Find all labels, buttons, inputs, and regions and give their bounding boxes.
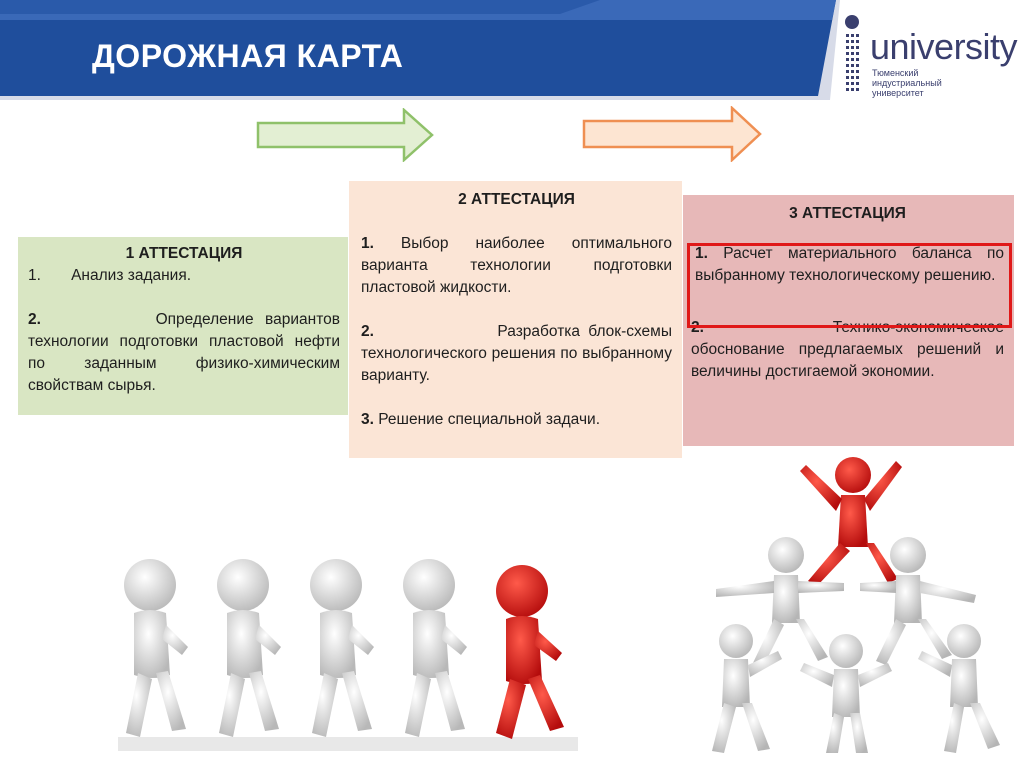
stage1-item1-text: Анализ задания. <box>71 267 192 284</box>
highlight-frame <box>687 243 1012 328</box>
orange-arrow-icon <box>582 106 764 162</box>
stage1-item2-number: 2. <box>28 311 41 328</box>
walker-figure-1 <box>124 559 188 737</box>
stage3-title: 3 АТТЕСТАЦИЯ <box>789 205 906 222</box>
stage3-item1-number: 1. <box>695 245 708 262</box>
stage2-item1 <box>361 233 672 299</box>
stage3-item1-text: Расчет материального баланса по выбранному технологическому решению. <box>695 245 1004 284</box>
logo-wordmark: university <box>870 26 1018 67</box>
stage2-item3 <box>361 409 672 431</box>
stage2-item3-number: 3. <box>361 411 374 428</box>
stage3-item2-text: Технико-экономическое обоснование предлагаемых решений и величины достигаемой экономии. <box>691 319 1004 380</box>
walking-people-illustration <box>112 555 582 755</box>
stage2-card <box>349 181 682 458</box>
green-arrow-icon <box>256 108 436 162</box>
stage2-item3-text: Решение специальной задачи. <box>378 411 601 428</box>
stage2-item2-number: 2. <box>361 323 374 340</box>
stage1-item2-text: Определение вариантов технологии подготовки пластовой нефти по заданным физико-химическим свойствам сырья. <box>28 311 340 394</box>
pyramid-bottom-figure-right <box>918 624 1000 753</box>
stage2-item1-text: Выбор наиболее оптимального варианта технологии подготовки пластовой жидкости. <box>361 235 672 296</box>
stage1-title: 1 АТТЕСТАЦИЯ <box>125 245 243 262</box>
stage1-card <box>18 237 348 415</box>
logo-subtitle: Тюменский индустриальный университет <box>872 68 942 98</box>
walker-figure-2 <box>217 559 281 737</box>
stage1-item1 <box>28 265 340 287</box>
walker-figure-3 <box>310 559 374 737</box>
pyramid-top-red-figure <box>800 457 902 585</box>
stage1-item2 <box>28 309 340 397</box>
stage2-item2 <box>361 321 672 387</box>
university-logo <box>838 12 1018 102</box>
stage2-item1-number: 1. <box>361 235 374 252</box>
walker-figure-4 <box>403 559 467 737</box>
page-title: ДОРОЖНАЯ КАРТА <box>92 38 404 74</box>
stage2-item2-text: Разработка блок-схемы технологического решения по выбранному варианту. <box>361 323 672 384</box>
stage2-title: 2 АТТЕСТАЦИЯ <box>458 191 575 208</box>
human-pyramid-illustration <box>708 455 1008 755</box>
stage3-item2-number: 2. <box>691 319 704 336</box>
leader-figure-red <box>496 565 564 739</box>
stage1-item1-number: 1. <box>28 267 41 284</box>
